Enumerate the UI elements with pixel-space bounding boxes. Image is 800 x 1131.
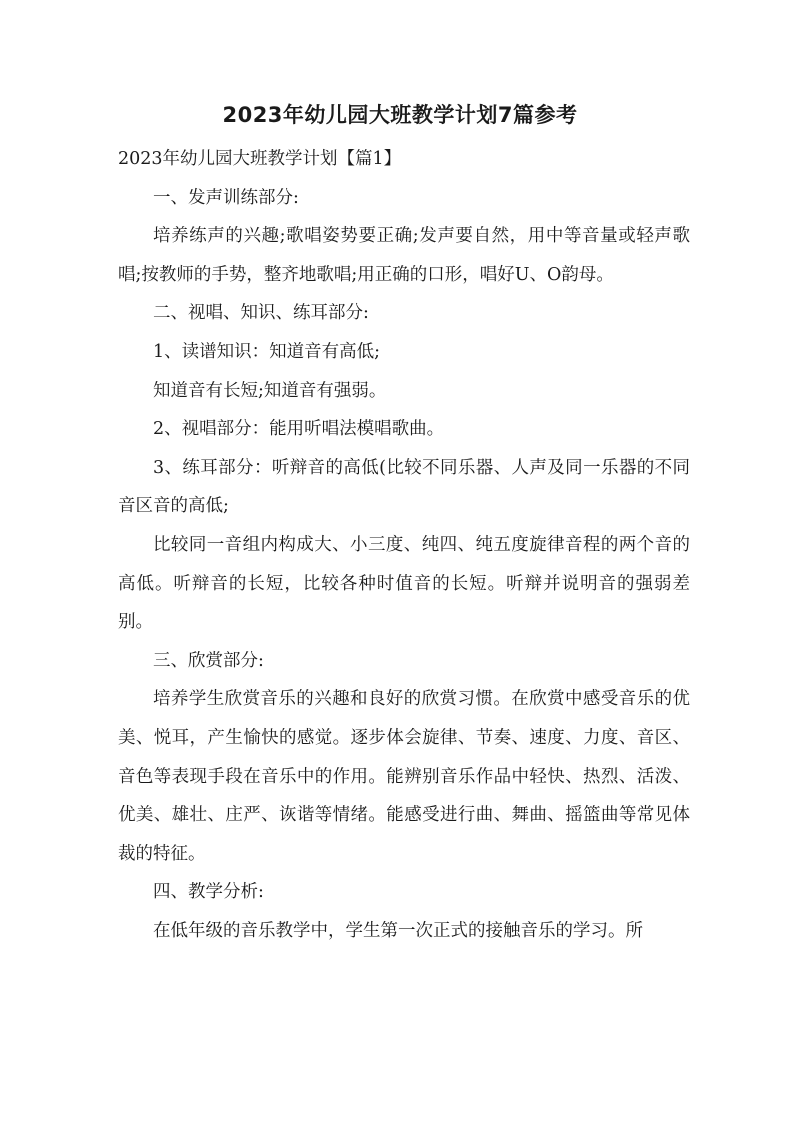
paragraph-teaching-analysis: 在低年级的音乐教学中，学生第一次正式的接触音乐的学习。所: [153, 920, 643, 941]
paragraph-length-strength: 知道音有长短;知道音有强弱。: [153, 380, 387, 401]
paragraph-vocal-training: 培养练声的兴趣;歌唱姿势要正确;发声要自然，用中等音量或轻声歌唱;按教师的手势，整齐地歌唱;用正确的口形，唱好U、O韵母。: [118, 226, 690, 285]
paragraph-intervals: 比较同一音组内构成大、小三度、纯四、纯五度旋律音程的两个音的高低。听辩音的长短，比较各种时值音的长短。听辩并说明音的强弱差别。: [118, 534, 690, 633]
document-body: [118, 140, 690, 950]
paragraph-ear-training: 3、练耳部分：听辩音的高低(比较不同乐器、人声及同一乐器的不同音区音的高低;: [118, 457, 690, 517]
document-title: 2023年幼儿园大班教学计划7篇参考: [222, 103, 578, 127]
paragraph-appreciation: 培养学生欣赏音乐的兴趣和良好的欣赏习惯。在欣赏中感受音乐的优美、悦耳，产生愉快的感觉。逐步体会旋律、节奏、速度、力度、音区、音色等表现手段在音乐中的作用。能辨别音乐作品中轻快、热烈、活泼、优美、雄壮、庄严、诙谐等情绪。能感受进行曲、舞曲、摇篮曲等常见体裁的特征。: [118, 689, 690, 864]
subheading-vocal-training: 一、发声训练部分:: [153, 187, 299, 208]
subheading-sight-singing: 二、视唱、知识、练耳部分:: [153, 303, 369, 324]
subheading-teaching-analysis: 四、教学分析:: [153, 882, 264, 903]
paragraph-sight-singing: 2、视唱部分：能用听唱法模唱歌曲。: [153, 419, 445, 440]
paragraph-score-knowledge: 1、读谱知识：知道音有高低;: [153, 341, 381, 362]
section-heading: 2023年幼儿园大班教学计划【篇1】: [118, 149, 402, 169]
subheading-appreciation: 三、欣赏部分:: [153, 650, 264, 671]
